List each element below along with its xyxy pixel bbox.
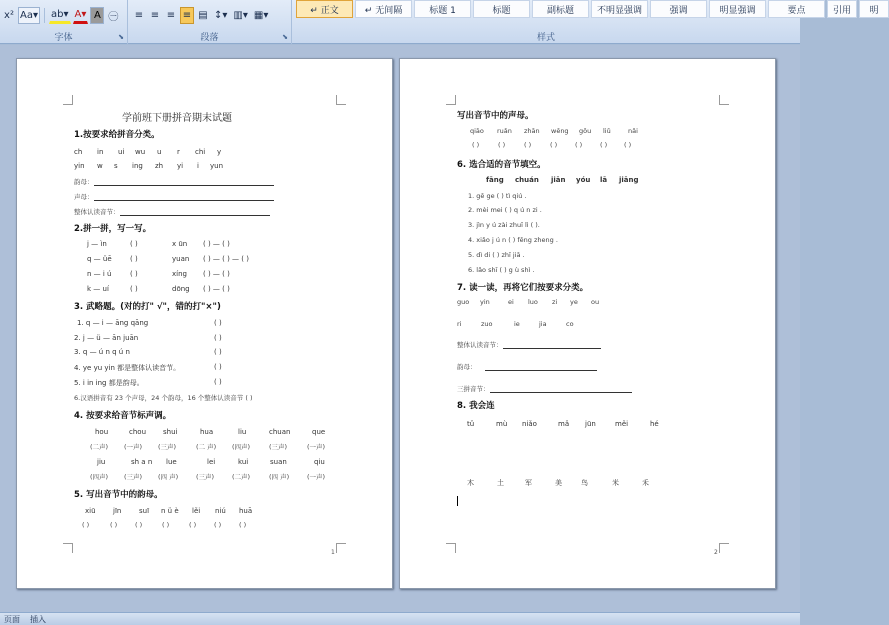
- answer-blank[interactable]: ( ): [498, 141, 506, 149]
- tone-hint: (三声): [269, 443, 288, 451]
- fill-item: 2. mèi mei ( ) q ú n zi .: [468, 206, 542, 214]
- judge-item: 6.汉语拼音有 23 个声母，24 个韵母，16 个整体认读音节 ( ): [74, 394, 253, 402]
- answer-blank[interactable]: [120, 209, 270, 216]
- crop-mark: [336, 543, 346, 553]
- judge-item: 2. j — ü — ān juān: [74, 334, 139, 342]
- dialog-launcher-icon[interactable]: ⬊: [118, 33, 124, 41]
- align-center-button[interactable]: ≡: [150, 9, 160, 21]
- answer-line-finals: [457, 362, 597, 371]
- document-area[interactable]: [0, 45, 800, 612]
- pinyin-cell: tǔ: [467, 420, 475, 428]
- fill-item: 3. jìn y ú zài zhuī lì ( ).: [468, 221, 540, 229]
- syllable-cell: hou: [95, 428, 109, 436]
- pinyin-cell: ui: [118, 148, 125, 156]
- syllable-cell: huā: [239, 507, 253, 515]
- judge-blank[interactable]: ( ): [214, 363, 222, 371]
- status-insert-mode[interactable]: 插入: [30, 614, 46, 624]
- document-page-2[interactable]: [399, 58, 776, 589]
- answer-label: 声母：: [74, 193, 94, 201]
- hanzi-cell: 禾: [642, 479, 649, 487]
- style-strong[interactable]: 要点: [768, 0, 825, 18]
- answer-blank[interactable]: [94, 179, 274, 186]
- align-right-button[interactable]: ≡: [166, 9, 176, 21]
- pinyin-cell: wu: [135, 148, 146, 156]
- exercise-cell: ( ) — ( ) — ( ): [203, 255, 249, 263]
- syllable-cell: sh a n: [131, 458, 153, 466]
- answer-line-initials: [74, 192, 274, 201]
- answer-blank[interactable]: [490, 386, 632, 393]
- pinyin-cell: guo: [457, 298, 470, 306]
- section-heading: 2.拼一拼，写一写。: [74, 224, 152, 234]
- pinyin-cell: ing: [132, 162, 143, 170]
- crop-mark: [63, 543, 73, 553]
- crop-mark: [719, 95, 729, 105]
- judge-blank[interactable]: ( ): [214, 319, 222, 327]
- answer-label: 三拼音节：: [457, 385, 490, 393]
- syllable-cell: chou: [129, 428, 147, 436]
- answer-blank[interactable]: ( ): [214, 521, 222, 529]
- pinyin-cell: yun: [210, 162, 224, 170]
- styles-gallery: [296, 0, 889, 18]
- style-no-spacing[interactable]: ↵ 无间隔: [355, 0, 412, 18]
- change-case-button[interactable]: Aa▾: [18, 7, 40, 24]
- syllable-cell: hua: [200, 428, 214, 436]
- pinyin-cell: ri: [457, 320, 462, 328]
- answer-blank[interactable]: ( ): [575, 141, 583, 149]
- fill-item: 4. xiǎo j ú n ( ) fēng zheng .: [468, 236, 558, 244]
- pinyin-cell: in: [97, 148, 104, 156]
- answer-blank[interactable]: ( ): [135, 521, 143, 529]
- pinyin-cell: ch: [74, 148, 83, 156]
- separator: [44, 8, 45, 23]
- font-group: [0, 0, 128, 44]
- font-group-label: 字体: [54, 33, 73, 43]
- tone-hint: (一声): [124, 443, 143, 451]
- page-title: 学前班下册拼音期末试题: [122, 113, 232, 124]
- answer-label: 韵母：: [74, 178, 94, 186]
- styles-group: [292, 0, 879, 44]
- pinyin-cell: zuo: [481, 320, 493, 328]
- line-spacing-button[interactable]: ↕▾: [214, 9, 228, 21]
- pinyin-cell: ie: [514, 320, 520, 328]
- exercise-cell: ( ): [130, 240, 138, 248]
- exercise-cell: ( ) — ( ): [203, 285, 230, 293]
- answer-blank[interactable]: [503, 342, 601, 349]
- paragraph-group-label: 段落: [200, 33, 219, 43]
- syllable-cell: zhān: [524, 127, 540, 135]
- shading-button[interactable]: ▥▾: [233, 9, 248, 21]
- judge-item: 1. q — i — āng qāng: [77, 319, 149, 327]
- crop-mark: [336, 95, 346, 105]
- highlight-color-button[interactable]: ab▾: [49, 7, 71, 24]
- enclose-char-button[interactable]: ㊀: [108, 11, 119, 23]
- syllable-cell: liǔ: [603, 127, 611, 135]
- pinyin-cell: yi: [177, 162, 184, 170]
- syllable-cell: suan: [270, 458, 287, 466]
- option-word: chuán: [515, 176, 539, 184]
- syllable-cell: lěi: [192, 507, 201, 515]
- section-heading: 4. 按要求给音节标声调。: [74, 411, 172, 421]
- section-heading: 1.按要求给拼音分类。: [74, 130, 160, 140]
- exercise-cell: ( ): [130, 285, 138, 293]
- syllable-cell: shui: [163, 428, 178, 436]
- pinyin-cell: ye: [570, 298, 578, 306]
- style-intense-emphasis[interactable]: 明显强调: [709, 0, 766, 18]
- style-quote[interactable]: 引用: [827, 0, 857, 18]
- style-emphasis[interactable]: 强调: [650, 0, 707, 18]
- style-intense-quote[interactable]: 明: [859, 0, 889, 18]
- pinyin-cell: niǎo: [522, 420, 537, 428]
- distributed-button[interactable]: ▤: [198, 9, 208, 21]
- exercise-cell: ( ) — ( ): [203, 240, 230, 248]
- syllable-cell: wēng: [551, 127, 569, 135]
- answer-blank[interactable]: ( ): [162, 521, 170, 529]
- justify-button[interactable]: ≡: [180, 7, 194, 24]
- hanzi-cell: 鸟: [581, 479, 588, 487]
- judge-item: 5. i in ing 都是韵母。: [74, 379, 144, 387]
- answer-blank[interactable]: ( ): [524, 141, 532, 149]
- pinyin-cell: u: [157, 148, 162, 156]
- pinyin-cell: luo: [528, 298, 538, 306]
- judge-item: 4. ye yu yin 都是整体认读音节。: [74, 364, 181, 372]
- char-shading-button[interactable]: A: [90, 7, 104, 24]
- pinyin-cell: y: [217, 148, 222, 156]
- crop-mark: [446, 543, 456, 553]
- tone-hint: (四 声): [158, 473, 179, 481]
- answer-line-syllables: [457, 340, 601, 349]
- answer-label: 整体认读音节：: [74, 208, 120, 216]
- hanzi-cell: 木: [467, 479, 474, 487]
- answer-blank[interactable]: ( ): [189, 521, 197, 529]
- page-number: 1: [331, 549, 335, 556]
- judge-blank[interactable]: ( ): [214, 334, 222, 342]
- answer-line-finals: [74, 177, 274, 186]
- style-title[interactable]: 标题: [473, 0, 530, 18]
- pinyin-cell: mǎ: [558, 420, 570, 428]
- exercise-cell: q — üē: [87, 255, 112, 263]
- exercise-cell: yuan: [172, 255, 190, 263]
- exercise-cell: j — ìn: [87, 240, 107, 248]
- style-subtitle[interactable]: 副标题: [532, 0, 589, 18]
- option-word: jiāng: [619, 176, 639, 184]
- syllable-cell: suī: [139, 507, 150, 515]
- fill-item: 1. gē ge ( ) tì qiú .: [468, 192, 527, 200]
- syllable-cell: lei: [207, 458, 216, 466]
- hanzi-cell: 土: [497, 479, 504, 487]
- answer-blank[interactable]: ( ): [239, 521, 247, 529]
- syllable-cell: n ü è: [161, 507, 179, 515]
- exercise-cell: ( ): [130, 270, 138, 278]
- pinyin-cell: w: [97, 162, 103, 170]
- exercise-cell: x ūn: [172, 240, 188, 248]
- tone-hint: (三声): [124, 473, 143, 481]
- crop-mark: [446, 95, 456, 105]
- pinyin-cell: hé: [650, 420, 659, 428]
- pinyin-cell: s: [114, 162, 118, 170]
- judge-blank[interactable]: ( ): [214, 378, 222, 386]
- answer-blank[interactable]: ( ): [82, 521, 90, 529]
- pinyin-cell: ou: [591, 298, 600, 306]
- style-heading-1[interactable]: 标题 1: [414, 0, 471, 18]
- syllable-cell: xiū: [85, 507, 96, 515]
- answer-blank[interactable]: [485, 364, 597, 371]
- exercise-cell: dōng: [172, 285, 190, 293]
- answer-blank[interactable]: ( ): [624, 141, 632, 149]
- option-word: yóu: [576, 176, 591, 184]
- paragraph-group: [128, 0, 292, 44]
- exercise-cell: n — i ú: [87, 270, 112, 278]
- pinyin-cell: jia: [539, 320, 547, 328]
- page-number: 2: [714, 549, 718, 556]
- option-word: lā: [600, 176, 608, 184]
- align-left-button[interactable]: ≡: [134, 9, 144, 21]
- pinyin-cell: jūn: [585, 420, 596, 428]
- text-cursor: [457, 496, 458, 506]
- style-subtle-emphasis[interactable]: 不明显强调: [591, 0, 648, 18]
- tone-hint: (四 声): [269, 473, 290, 481]
- pinyin-cell: zi: [552, 298, 558, 306]
- section-heading: 写出音节中的声母。: [457, 111, 534, 121]
- answer-blank[interactable]: ( ): [110, 521, 118, 529]
- status-page[interactable]: 页面: [4, 614, 20, 624]
- section-heading: 5. 写出音节中的韵母。: [74, 490, 163, 500]
- pinyin-cell: i: [197, 162, 199, 170]
- exercise-cell: ( ) — ( ): [203, 270, 230, 278]
- syllable-cell: chuan: [269, 428, 291, 436]
- answer-line-triple: [457, 384, 632, 393]
- tone-hint: (二 声): [196, 443, 217, 451]
- pinyin-cell: chi: [195, 148, 206, 156]
- tone-hint: (一声): [307, 443, 326, 451]
- crop-mark: [63, 95, 73, 105]
- pinyin-cell: mù: [496, 420, 508, 428]
- syllable-cell: qiu: [314, 458, 325, 466]
- crop-mark: [719, 543, 729, 553]
- hanzi-cell: 米: [612, 479, 619, 487]
- pinyin-cell: yin: [480, 298, 490, 306]
- status-bar: [0, 612, 800, 625]
- document-page-1[interactable]: [16, 58, 393, 589]
- section-heading: 8. 我会连: [457, 401, 495, 411]
- option-word: fāng: [486, 176, 504, 184]
- tone-hint: (三声): [158, 443, 177, 451]
- pinyin-cell: zh: [155, 162, 164, 170]
- syllable-cell: nǎi: [628, 127, 638, 135]
- answer-blank[interactable]: ( ): [550, 141, 558, 149]
- judge-blank[interactable]: ( ): [214, 348, 222, 356]
- exercise-cell: xíng: [172, 270, 187, 278]
- option-word: jiān: [551, 176, 566, 184]
- syllable-cell: lue: [166, 458, 177, 466]
- hanzi-cell: 军: [525, 479, 532, 487]
- tone-hint: (二声): [90, 443, 109, 451]
- exercise-cell: ( ): [130, 255, 138, 263]
- syllable-cell: kui: [238, 458, 249, 466]
- syllable-cell: jiu: [97, 458, 106, 466]
- section-heading: 6. 选合适的音节填空。: [457, 160, 546, 170]
- pinyin-cell: r: [177, 148, 180, 156]
- pinyin-cell: ei: [508, 298, 514, 306]
- syllable-cell: liu: [238, 428, 247, 436]
- exercise-cell: k — uí: [87, 285, 109, 293]
- section-heading: 7. 读一读，再将它们按要求分类。: [457, 283, 589, 293]
- fill-item: 6. lǎo shī ( ) g ù shì .: [468, 266, 535, 274]
- style-normal[interactable]: ↵ 正文: [296, 0, 353, 18]
- styles-group-label: 样式: [536, 33, 555, 43]
- pinyin-cell: yin: [74, 162, 85, 170]
- ribbon: [0, 0, 879, 44]
- borders-button[interactable]: ▦▾: [253, 9, 269, 21]
- answer-blank[interactable]: ( ): [472, 141, 480, 149]
- syllable-cell: ruǎn: [497, 127, 512, 135]
- tone-hint: (四声): [232, 443, 251, 451]
- answer-line-syllables: [74, 207, 270, 216]
- superscript-button[interactable]: x²: [4, 9, 14, 21]
- answer-blank[interactable]: [94, 194, 274, 201]
- font-color-button[interactable]: A▾: [73, 7, 89, 24]
- hanzi-cell: 美: [555, 479, 562, 487]
- syllable-cell: qiāo: [470, 127, 484, 135]
- syllable-cell: niú: [215, 507, 226, 515]
- tone-hint: (三声): [196, 473, 215, 481]
- section-heading: 3. 武略题。(对的打" √"，错的打"×"): [74, 302, 221, 312]
- dialog-launcher-icon[interactable]: ⬊: [282, 33, 288, 41]
- tone-hint: (一声): [307, 473, 326, 481]
- tone-hint: (二声): [232, 473, 251, 481]
- fill-item: 5. dì di ( ) zhī jiā .: [468, 251, 525, 259]
- pinyin-cell: měi: [615, 420, 629, 428]
- syllable-cell: jīn: [113, 507, 122, 515]
- answer-label: 整体认读音节：: [457, 341, 503, 349]
- pinyin-cell: co: [566, 320, 574, 328]
- answer-blank[interactable]: ( ): [600, 141, 608, 149]
- syllable-cell: que: [312, 428, 326, 436]
- answer-label: 韵母：: [457, 363, 477, 371]
- syllable-cell: gōu: [579, 127, 592, 135]
- judge-item: 3. q — ú n q ú n: [74, 348, 130, 356]
- tone-hint: (四声): [90, 473, 109, 481]
